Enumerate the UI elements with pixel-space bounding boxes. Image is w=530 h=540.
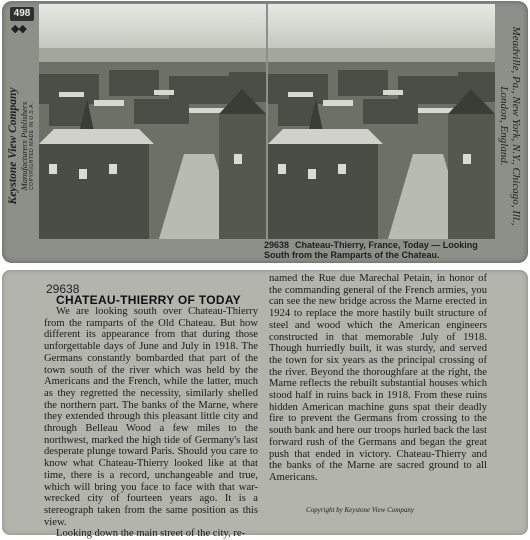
description-number: 29638 (46, 282, 80, 296)
publisher-name: Keystone View Company (7, 87, 19, 205)
locations-text: Meadville, Pa., New York, N.Y., Chicago, Ill., London, England. (498, 26, 522, 226)
stereoview-photo-card (2, 1, 528, 263)
town-view-image (268, 4, 495, 239)
copyright-line: Copyright by Keystone View Company (306, 506, 414, 514)
town-view-image (39, 4, 266, 239)
paragraph: Looking down the main street of the city, re- (56, 528, 246, 540)
paragraph: named the Rue due Marechal Petain, in honor of the commanding general of the French armies, you can see the new bridge across the Marne erected in 1924 to replace the more hastily built structure of steel and wood which the American engineers constructed in that memorable July of 1918. Though hurriedly built, it was sturdy, and served the town for six years as the principal crossing of the river. Beyond the thoroughfare at the right, the Marne reflects the rebuilt substantial houses which stood half in ruins back in 1918. From these ruins hidden American machine guns spat their deadly fire to prevent the Germans from crossing to the south bank and here our troops hurled back the last forward rush of the Germans and began the great push that ended in victory. Chateau-Thierry and the banks of the Marne are sacred ground to all Americans. (269, 273, 487, 483)
description-card (2, 270, 528, 540)
description-title: CHATEAU-THIERRY OF TODAY (56, 293, 241, 307)
catalog-number: 498 (10, 7, 34, 21)
text-column-left (44, 306, 258, 540)
publisher-role: Manufacturers Publishers (19, 101, 29, 191)
publisher-imprint (4, 41, 38, 251)
caption-number: 29638 (264, 240, 290, 250)
diamond-marks: ◆◆ (11, 23, 26, 35)
text-column-right (269, 273, 487, 484)
stereo-photo-left (39, 4, 266, 239)
photo-caption (264, 240, 504, 260)
copyright-mark: COPYRIGHTED MADE IN U.S.A. (29, 102, 35, 190)
publisher-locations (494, 21, 526, 231)
stereo-photo-right (268, 4, 495, 239)
caption-text: Chateau-Thierry, France, Today — Looking South from the Ramparts of the Chateau. (264, 240, 478, 260)
paragraph: We are looking south over Chateau-Thierry from the ramparts of the Old Chateau. But how different its appearance from that during those unforgettable days of June and July in 1918. The Germans constantly bombarded that part of the town south of the river which was held by the Americans and the French, while the latter, much as they regretted the necessity, similarly shelled the northern part. The banks of the Marne, where they extended through this pleasant little city and through Belleau Wood a few miles to the northwest, marked the high tide of Germany's last desperate plunge toward Paris. Should you care to know what Chateau-Thierry looked like at that time, there is a record, unchangeable and true, which will bring you face to face with that war-wrecked city of fourteen years ago. It is a stereograph taken from the same position as this view. (44, 306, 258, 528)
